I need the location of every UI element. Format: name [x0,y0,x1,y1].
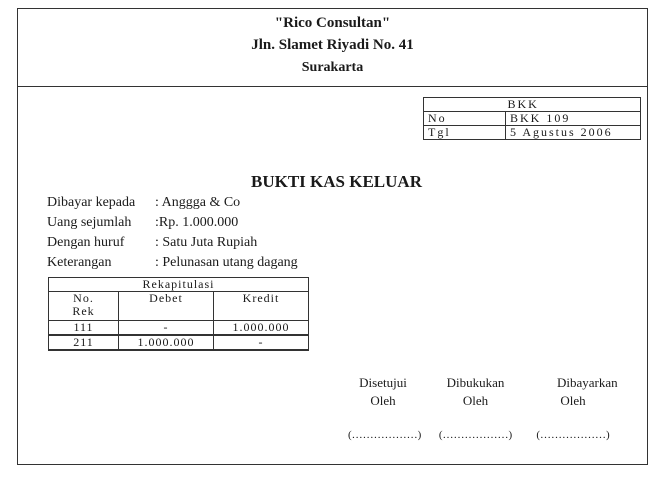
uang-label: Uang sejumlah [47,215,132,230]
company-name: "Rico Consultan" [274,15,391,31]
company-city: Surakarta [301,60,364,75]
company-header [18,9,647,87]
voucher-frame [17,8,648,465]
huruf-label: Dengan huruf [47,235,125,250]
keterangan-label: Keterangan [47,255,112,270]
huruf-value: : Satu Juta Rupiah [155,235,258,250]
rekap-row-2-debet: 1.000.000 [119,335,214,350]
dibukukan-blank: (………………) [438,429,513,441]
dibukukan-oleh: Oleh [462,393,489,408]
dibayarkan-oleh: Oleh [560,393,586,408]
rekap-row-1-no: 111 [49,321,119,336]
rekapitulasi-table [48,277,309,351]
bkk-no-label: No [424,112,506,126]
bkk-info-box [423,97,641,140]
rekap-title: Rekapitulasi [49,278,309,292]
company-address: Jln. Slamet Riyadi No. 41 [251,37,414,53]
dibayarkan-label: Dibayarkan [557,375,618,390]
dibayar-label: Dibayar kepada [47,195,136,210]
dibayar-value: : Anggga & Co [155,195,241,210]
disetujui-label: Disetujui [359,375,407,390]
rekap-col-rek: Rek [72,304,95,318]
signature-dibayarkan [533,375,618,441]
signature-disetujui [348,375,422,441]
table-row [49,335,309,350]
dibayarkan-blank: (………………) [536,429,610,441]
bkk-tgl-value: 5 Agustus 2006 [506,126,641,140]
keterangan-value: : Pelunasan utang dagang [155,255,298,270]
disetujui-oleh: Oleh [370,393,396,408]
bkk-no-value: BKK 109 [506,112,641,126]
rekap-row-2-kredit: - [214,335,309,350]
rekap-col-kredit: Kredit [214,292,309,321]
rekap-col-norek [49,292,119,321]
dibukukan-label: Dibukukan [446,375,505,390]
table-row [49,321,309,336]
uang-value: :Rp. 1.000.000 [155,215,239,230]
signature-dibukukan [438,375,513,441]
document-title: BUKTI KAS KELUAR [251,172,422,191]
rekap-row-1-kredit: 1.000.000 [214,321,309,336]
rekap-col-debet: Debet [119,292,214,321]
bkk-header: BKK [506,98,641,112]
rekap-col-no: No. [73,291,94,305]
disetujui-blank: (………………) [348,429,422,441]
rekap-row-1-debet: - [119,321,214,336]
bkk-tgl-label: Tgl [424,126,506,140]
rekap-row-2-no: 211 [49,335,119,350]
